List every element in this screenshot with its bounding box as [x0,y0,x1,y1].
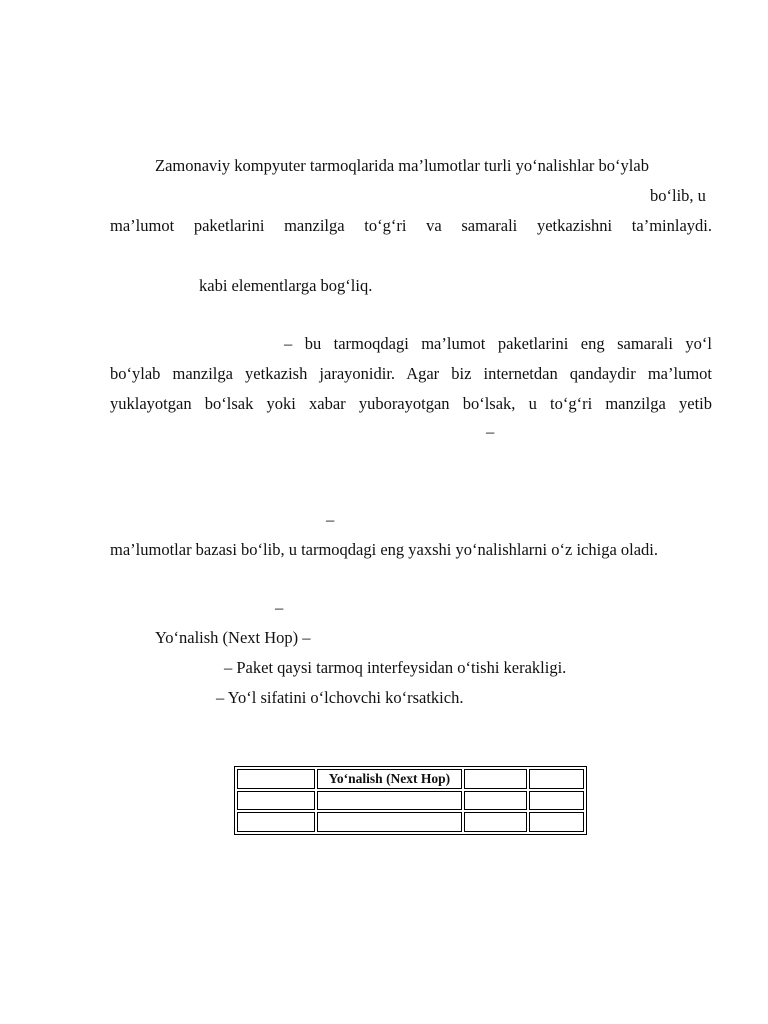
paragraph-1-line-1: Zamonaviy kompyuter tarmoqlarida ma’lumotlar turli yo‘nalishlar bo‘ylab [155,156,649,175]
list-item-4: – Yo‘l sifatini o‘lchovchi ko‘rsatkich. [216,688,464,707]
paragraph-4-line-2: ma’lumotlar bazasi bo‘lib, u tarmoqdagi eng yaxshi yo‘nalishlarni o‘z ichiga oladi. [110,540,659,559]
table-header-cell [464,769,527,789]
table-cell [529,812,584,832]
paragraph-2-line-1: kabi elementlarga bog‘liq. [199,276,373,295]
table-header-cell [237,769,315,789]
paragraph-3-line-3: yuklayotgan bo‘lsak yoki xabar yuborayotgan bo‘lsak, u to‘g‘ri manzilga yetib [110,394,712,413]
paragraph-1-line-3: ma’lumot paketlarini manzilga to‘g‘ri va samarali yetkazishni ta’minlaydi. [110,216,712,235]
paragraph-3-line-2: bo‘ylab manzilga yetkazish jarayonidir. Agar biz internetdan qandaydir ma’lumot [110,364,712,383]
table-cell [464,812,527,832]
table-cell [464,791,527,811]
table-cell [237,791,315,811]
list-item-2: Yo‘nalish (Next Hop) – [155,628,311,647]
table-cell [529,791,584,811]
routing-table-grid [234,766,587,835]
paragraph-3-line-1: – bu tarmoqdagi ma’lumot paketlarini eng samarali yo‘l [284,334,712,353]
paragraph-4-dash: – [326,510,335,529]
table-header-row [237,769,584,789]
list-item-1: – [275,598,284,617]
table-header-cell [529,769,584,789]
routing-table [234,766,587,835]
table-header-cell: Yo‘nalish (Next Hop) [317,769,461,789]
table-row [237,812,584,832]
table-cell [237,812,315,832]
table-cell [317,791,461,811]
list-item-3: – Paket qaysi tarmoq interfeysidan o‘tishi kerakligi. [224,658,567,677]
table-row [237,791,584,811]
paragraph-1-line-2: bo‘lib, u [650,186,706,205]
paragraph-3-dash: – [486,422,495,441]
table-cell [317,812,461,832]
